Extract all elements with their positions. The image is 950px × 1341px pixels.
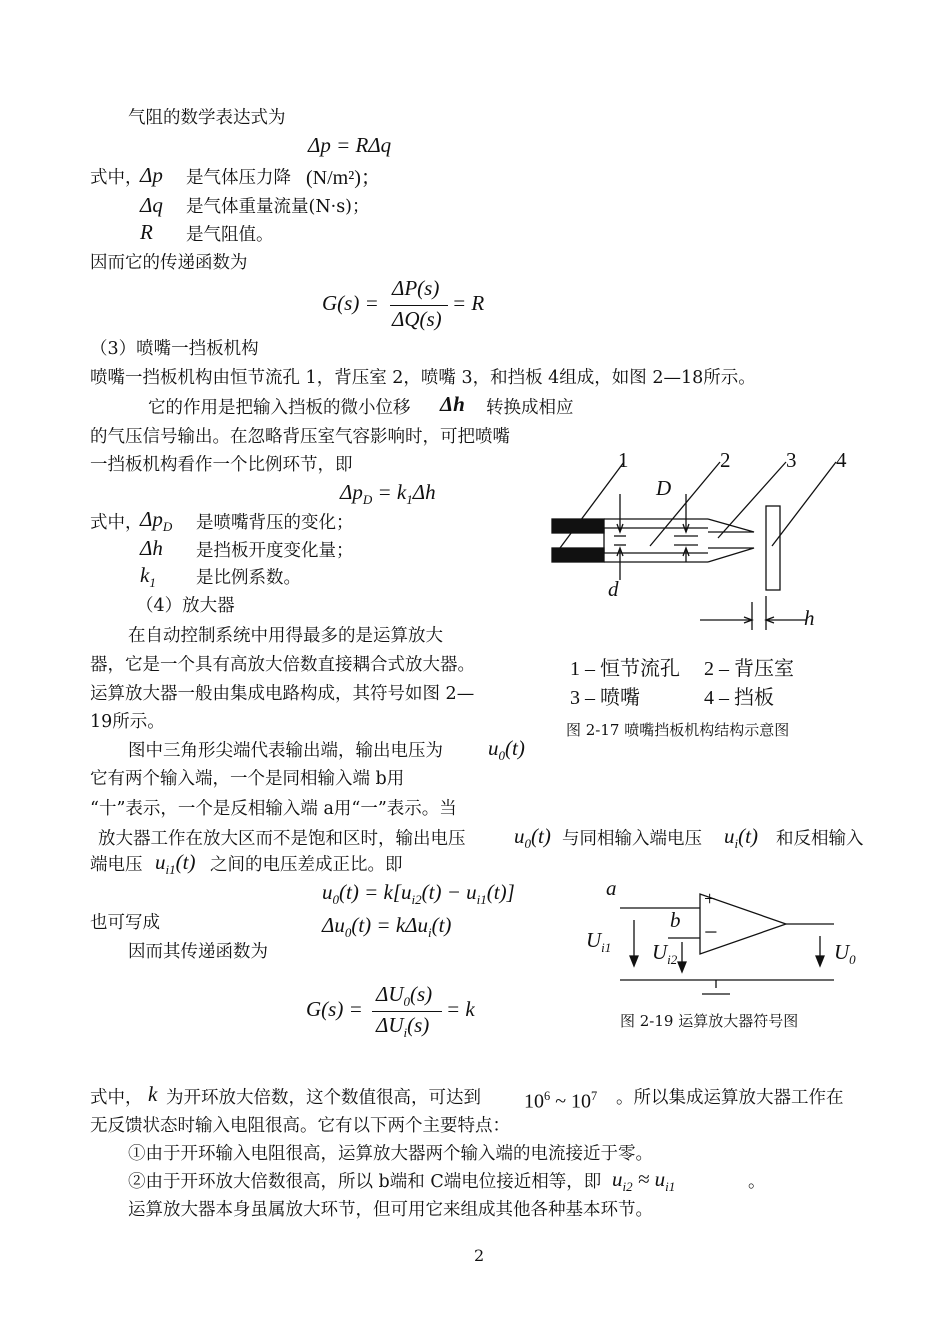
- paragraph-line: 19所示。: [90, 712, 165, 732]
- symbol-dh2: Δh: [140, 536, 163, 560]
- section-heading-3: （3）喷嘴一挡板机构: [90, 339, 259, 359]
- paragraph-line: ②由于开环放大倍数很高，所以 b端和 C端电位接近相等，即: [128, 1172, 602, 1192]
- opamp-plus-sign: +: [704, 888, 716, 910]
- paragraph-line: 。所以集成运算放大器工作在: [616, 1088, 844, 1108]
- paragraph-line: 无反馈状态时输入电阻很高。它有以下两个主要特点：: [90, 1116, 510, 1136]
- paragraph-line: 式中，: [90, 1088, 143, 1108]
- opamp-minus-sign: −: [704, 920, 718, 946]
- paragraph-line: 喷嘴一挡板机构由恒节流孔 1，背压室 2，喷嘴 3，和挡板 4组成，如图 2—18所示。: [90, 368, 756, 388]
- paragraph-line: 运算放大器本身虽属放大环节，但可用它来组成其他各种基本环节。: [128, 1200, 653, 1220]
- figure-caption-2-19: 图 2-19 运算放大器符号图: [620, 1012, 799, 1030]
- symbol-approx: $u_{i2} \approx u_{i1}$: [612, 1167, 676, 1195]
- paragraph-line: 端电压: [90, 855, 143, 875]
- tf-numerator: ΔP(s): [392, 276, 440, 300]
- paragraph-line: 之间的电压差成正比。即: [210, 855, 403, 875]
- paragraph-line: 为开环放大倍数，这个数值很高，可达到: [166, 1088, 481, 1108]
- fig17-label-D: D: [656, 476, 672, 500]
- symbol-R: R: [140, 220, 153, 244]
- paragraph-line: 和反相输入: [776, 829, 864, 849]
- fig17-label-3: 3: [786, 448, 797, 472]
- where-line: 式中，: [90, 513, 143, 533]
- text-line: 因而它的传递函数为: [90, 253, 248, 273]
- symbol-ui1: $u_{i1}(t)$: [155, 850, 196, 878]
- opamp-label-a: a: [606, 876, 617, 900]
- symbol-dh: Δh: [440, 392, 465, 416]
- paragraph-line: 一挡板机构看作一个比例环节，即: [90, 455, 353, 475]
- opamp-label-b: b: [670, 908, 681, 932]
- where-line: 式中，: [90, 168, 143, 188]
- paragraph-line: 与同相输入端电压: [562, 829, 702, 849]
- tf2-lhs: G(s) =: [306, 997, 363, 1021]
- desc-dq: 是气体重量流量(N·s)；: [186, 197, 370, 217]
- symbol-dq: Δq: [140, 193, 163, 217]
- desc-dh: 是挡板开度变化量；: [196, 541, 354, 561]
- paragraph-line: 它有两个输入端，一个是同相输入端 b用: [90, 769, 405, 789]
- text-line: 也可写成: [90, 913, 160, 933]
- symbol-u0: $u_0(t)$: [488, 736, 525, 764]
- equation-opamp-delta: $\Delta u_0(t) = k\Delta u_i(t)$: [322, 913, 452, 941]
- tf-lhs: G(s) =: [322, 291, 379, 315]
- orifice-upper-wall: [552, 519, 604, 533]
- equation-nozzle: $\Delta p_D = k_1\Delta h$: [340, 480, 436, 508]
- text-line: 气阻的数学表达式为: [128, 108, 286, 128]
- equation-opamp: $u_0(t) = k[u_{i2}(t) - u_{i1}(t)]$: [322, 880, 515, 908]
- fig17-label-d: d: [608, 577, 619, 601]
- symbol-ui: $u_i(t)$: [724, 824, 758, 852]
- section-heading-4: （4）放大器: [136, 596, 235, 616]
- fig17-label-1: 1: [618, 448, 629, 472]
- fig17-legend-3: 3 – 喷嘴: [570, 687, 640, 709]
- opamp-label-ui2: $U_{i2}$: [652, 940, 678, 968]
- desc-dpD: 是喷嘴背压的变化；: [196, 513, 354, 533]
- equation-gas-resistance: Δp = RΔq: [308, 133, 392, 157]
- tf2-rhs: = k: [446, 997, 475, 1021]
- symbol-dpD: $\Delta p_D$: [140, 507, 173, 535]
- fig17-label-4: 4: [836, 448, 847, 472]
- fig17-label-2: 2: [720, 448, 731, 472]
- tf2-denominator: $\Delta U_i(s)$: [376, 1013, 430, 1041]
- flapper-plate: [766, 506, 780, 590]
- symbol-dp: Δp: [140, 163, 163, 187]
- figure-opamp-symbol: [590, 880, 850, 1000]
- symbol-u0: $u_0(t)$: [514, 824, 551, 852]
- desc-R: 是气阻值。: [186, 225, 274, 245]
- paragraph-line: 放大器工作在放大区而不是饱和区时，输出电压: [98, 829, 466, 849]
- tf-rhs: = R: [452, 291, 485, 315]
- paragraph-line: 的气压信号输出。在忽略背压室气容影响时，可把喷嘴: [90, 427, 510, 447]
- fraction-bar: [390, 305, 448, 306]
- paragraph-line: “十”表示，一个是反相输入端 a用“一”表示。当: [90, 799, 457, 819]
- range-value: $10^6$ ~ $10^7$: [524, 1089, 598, 1113]
- desc-dp: 是气体压力降: [186, 168, 291, 188]
- orifice-lower-wall: [552, 548, 604, 562]
- page-number: 2: [474, 1246, 485, 1265]
- paragraph-line: 它的作用是把输入挡板的微小位移: [148, 398, 411, 418]
- fig17-legend-1: 1 – 恒节流孔: [570, 658, 680, 680]
- opamp-label-u0: $U_0$: [834, 940, 856, 968]
- text-line: 因而其传递函数为: [128, 942, 268, 962]
- fig17-label-h: h: [804, 606, 815, 630]
- unit-pressure: (N/m²)；: [306, 167, 381, 189]
- opamp-label-ui1: $U_{i1}$: [586, 928, 612, 956]
- fraction-bar: [372, 1011, 442, 1012]
- paragraph-line: 。: [748, 1172, 766, 1192]
- paragraph-line: ①由于开环输入电阻很高，运算放大器两个输入端的电流接近于零。: [128, 1144, 653, 1164]
- paragraph-line: 运算放大器一般由集成电路构成，其符号如图 2—: [90, 684, 475, 704]
- symbol-k1: $k_1$: [140, 563, 156, 591]
- symbol-k: k: [148, 1082, 158, 1106]
- paragraph-line: 图中三角形尖端代表输出端，输出电压为: [128, 741, 443, 761]
- tf2-numerator: $\Delta U_0(s)$: [376, 982, 433, 1010]
- fig17-legend-2: 2 – 背压室: [704, 658, 794, 680]
- tf-denominator: ΔQ(s): [392, 307, 442, 331]
- figure-caption-2-17: 图 2-17 喷嘴挡板机构结构示意图: [566, 721, 790, 739]
- fig17-legend-4: 4 – 挡板: [704, 687, 774, 709]
- paragraph-line: 器，它是一个具有高放大倍数直接耦合式放大器。: [90, 655, 475, 675]
- paragraph-line: 在自动控制系统中用得最多的是运算放大: [128, 626, 443, 646]
- paragraph-line: 转换成相应: [486, 398, 574, 418]
- desc-k1: 是比例系数。: [196, 568, 301, 588]
